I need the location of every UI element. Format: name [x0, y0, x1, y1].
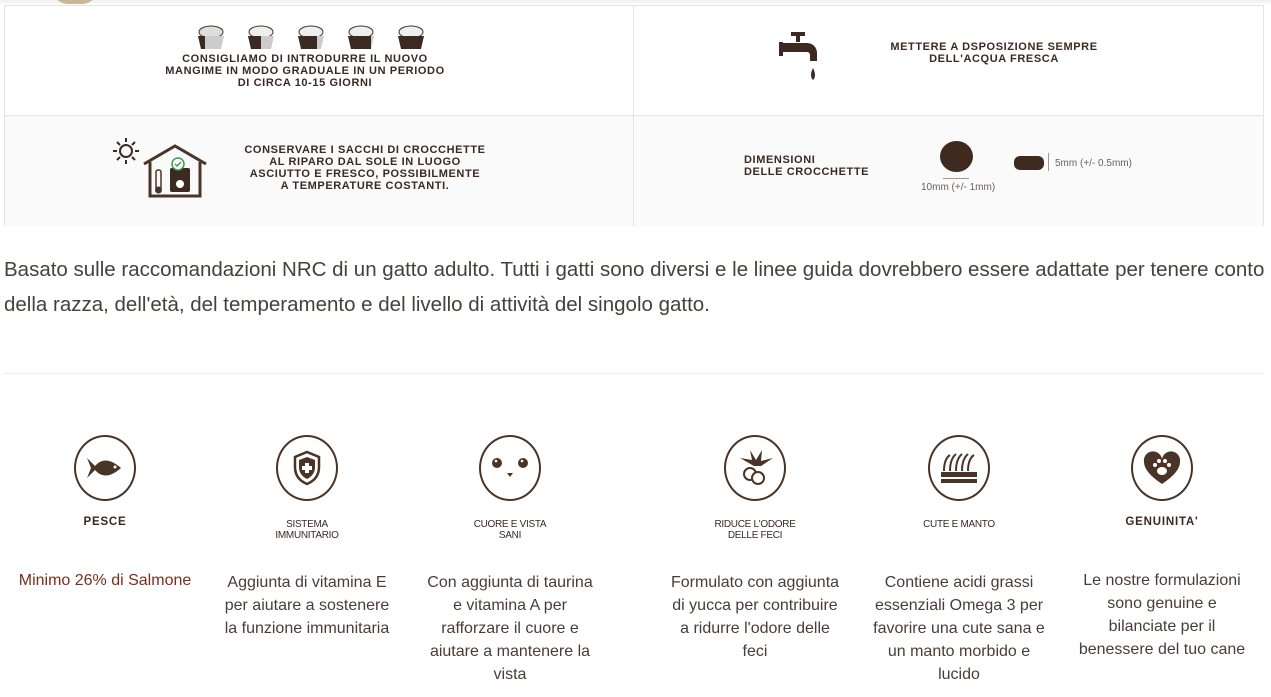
house-storage-icon — [142, 144, 208, 198]
sun-icon — [112, 137, 140, 165]
feature-immune — [212, 435, 402, 640]
nrc-disclaimer: Basato sulle raccomandazioni NRC di un gatto adulto. Tutti i gatti sono diversi e le linee guida dovrebbero essere adattate per tenere conto della razza, dell'età, del temperamento e del livello di attività del singolo gatto. — [4, 258, 1265, 316]
kibble-side-view-icon — [1014, 156, 1044, 170]
transition-cell — [5, 6, 634, 116]
storage-cell — [5, 116, 634, 226]
feature-label: RIDUCE L'ODORE DELLE FECI — [714, 519, 796, 541]
feature-label: SISTEMA IMMUNITARIO — [275, 519, 339, 541]
feature-genuineness — [1067, 435, 1257, 661]
feature-desc: Aggiunta di vitamina E per aiutare a sostenere la funzione immunitaria — [224, 574, 390, 637]
kibble-thickness: 5mm (+/- 0.5mm) — [1055, 158, 1132, 169]
feature-label: CUTE E MANTO — [923, 519, 995, 530]
thickness-line — [1048, 153, 1049, 171]
feature-fish — [10, 435, 200, 592]
yucca-icon — [724, 435, 786, 501]
storage-text: CONSERVARE I SACCHI DI CROCCHETTE AL RIPARO DAL SOLE IN LUOGO ASCIUTTO E FRESCO, POSSIBILMENTE A TEMPERATURE COSTANTI. — [244, 144, 486, 192]
transition-text: CONSIGLIAMO DI INTRODURRE IL NUOVO MANGIME IN MODO GRADUALE IN UN PERIODO DI CIRCA 10-15 GIORNI — [165, 53, 445, 89]
feature-odor — [660, 435, 850, 663]
kibble-size-cell — [634, 116, 1263, 226]
feature-skin-coat — [864, 435, 1054, 686]
kibble-top-view-icon — [940, 141, 973, 172]
food-bowls-icon — [195, 24, 427, 54]
feeding-guidelines-table — [4, 5, 1264, 226]
section-divider — [4, 373, 1264, 374]
water-text: METTERE A DSPOSIZIONE SEMPRE DELL'ACQUA FRESCA — [890, 41, 1098, 65]
feature-desc: Contiene acidi grassi essenziali Omega 3 per favorire una cute sana e un manto morbido e lucido — [873, 574, 1045, 683]
shield-icon — [276, 435, 338, 501]
kibble-size-title: DIMENSIONI DELLE CROCCHETTE — [744, 154, 870, 178]
water-tap-icon — [779, 30, 819, 88]
heart-paw-icon — [1131, 435, 1193, 501]
feature-desc: Le nostre formulazioni sono genuine e bilanciate per il benessere del tuo cane — [1078, 572, 1246, 658]
feature-desc: Con aggiunta di taurina e vitamina A per rafforzare il cuore e aiutare a mantenere la vista — [427, 574, 593, 683]
fur-icon — [928, 435, 990, 501]
cat-face-icon — [479, 435, 541, 501]
feature-desc: Minimo 26% di Salmone — [18, 572, 192, 589]
feature-label: PESCE — [83, 516, 127, 528]
feature-heart-vision — [415, 435, 605, 686]
fish-icon — [74, 435, 136, 501]
diameter-line — [943, 178, 969, 179]
water-cell — [634, 6, 1263, 116]
feature-label: CUORE E VISTA SANI — [473, 519, 547, 541]
feature-desc: Formulato con aggiunta di yucca per contribuire a ridurre l'odore delle feci — [670, 574, 840, 660]
kibble-diameter: 10mm (+/- 1mm) — [921, 182, 996, 193]
feature-label: GENUINITA' — [1125, 516, 1199, 528]
